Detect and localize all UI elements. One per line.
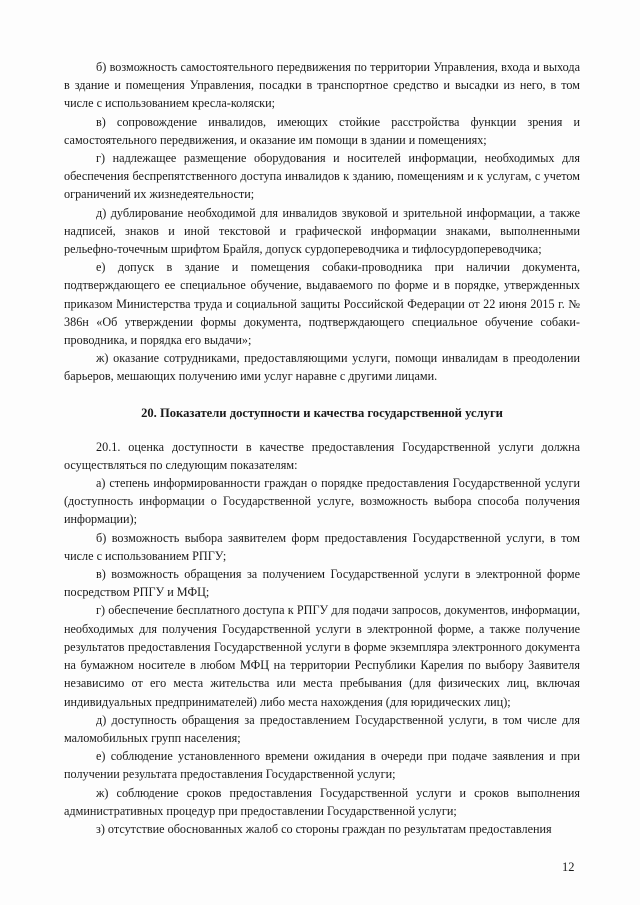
paragraph-z-complaints: з) отсутствие обоснованных жалоб со стороны граждан по результатам предоставления	[96, 821, 552, 836]
paragraph-g-equipment: г) надлежащее размещение оборудования и носителей информации, необходимых для обеспечения беспрепятственного доступа инвалидов к зданию, помещениям и к услугам, с учетом ограничений их жизнедеятельности;	[64, 151, 580, 202]
section-heading: 20. Показатели доступности и качества государственной услуги	[141, 405, 503, 420]
paragraph-20-1: 20.1. оценка доступности в качестве предоставления Государственной услуги должна осуществляться по следующим показателям:	[64, 439, 580, 472]
paragraph-e-waiting-time: е) соблюдение установленного времени ожидания в очереди при подаче заявления и при получении результата предоставления Государственной услуги;	[64, 749, 580, 782]
paragraph-a-awareness: а) степень информированности граждан о порядке предоставления Государственной услуги (доступность информации о Государственной услуге, возможность выбора способа получения информации);	[64, 476, 580, 527]
paragraph-b-movement: б) возможность самостоятельного передвижения по территории Управления, входа и выхода в здание и помещения Управления, посадки в транспортное средство и высадки из него, в том числе с использованием кресла-коляски;	[64, 60, 580, 111]
paragraph-b-forms: б) возможность выбора заявителем форм предоставления Государственной услуги, в том числе с использованием РПГУ;	[64, 530, 580, 563]
paragraph-g-free-access: г) обеспечение бесплатного доступа к РПГУ для подачи запросов, документов, информации, необходимых для получения Государственной услуги в электронной форме, а также получение результатов предоставления Государственной услуги в форме экземпляра электронного документа на бумажном носителе в любом МФЦ на территории Республики Карелия по выбору Заявителя независимо от его места жительства или места пребывания (для физических лиц, включая индивидуальных предпринимателей) либо места нахождения (для юридических лиц);	[64, 603, 580, 709]
paragraph-zh-deadlines: ж) соблюдение сроков предоставления Государственной услуги и сроков выполнения административных процедур при предоставлении Государственной услуги;	[64, 785, 580, 818]
paragraph-d-accessibility: д) доступность обращения за предоставлением Государственной услуги, в том числе для маломобильных групп населения;	[64, 712, 580, 745]
document-body	[64, 58, 580, 838]
paragraph-d-braille: д) дублирование необходимой для инвалидов звуковой и зрительной информации, а также надписей, знаков и иной текстовой и графической информации знаками, выполненными рельефно-точечным шрифтом Брайля, допуск сурдопереводчика и тифлосурдопереводчика;	[64, 205, 580, 257]
page-number: 12	[562, 860, 575, 874]
paragraph-v-escort: в) сопровождение инвалидов, имеющих стойкие расстройства функции зрения и самостоятельного передвижения, и оказание им помощи в здании и помещениях;	[64, 114, 580, 147]
paragraph-e-guide-dog: е) допуск в здание и помещения собаки-проводника при наличии документа, подтверждающего ее специальное обучение, выдаваемого по форме и в порядке, утвержденных приказом Министерства труда и социальной защиты Российской Федерации от 22 июня 2015 г. № 386н «Об утверждении формы документа, подтверждающего специальное обучение собаки-проводника, и порядка его выдачи»;	[64, 260, 580, 348]
paragraph-v-electronic: в) возможность обращения за получением Государственной услуги в электронной форме посредством РПГУ и МФЦ;	[64, 567, 580, 600]
paragraph-zh-assistance: ж) оказание сотрудниками, предоставляющими услуги, помощи инвалидам в преодолении барьеров, мешающих получению ими услуг наравне с другими лицами.	[64, 351, 580, 384]
